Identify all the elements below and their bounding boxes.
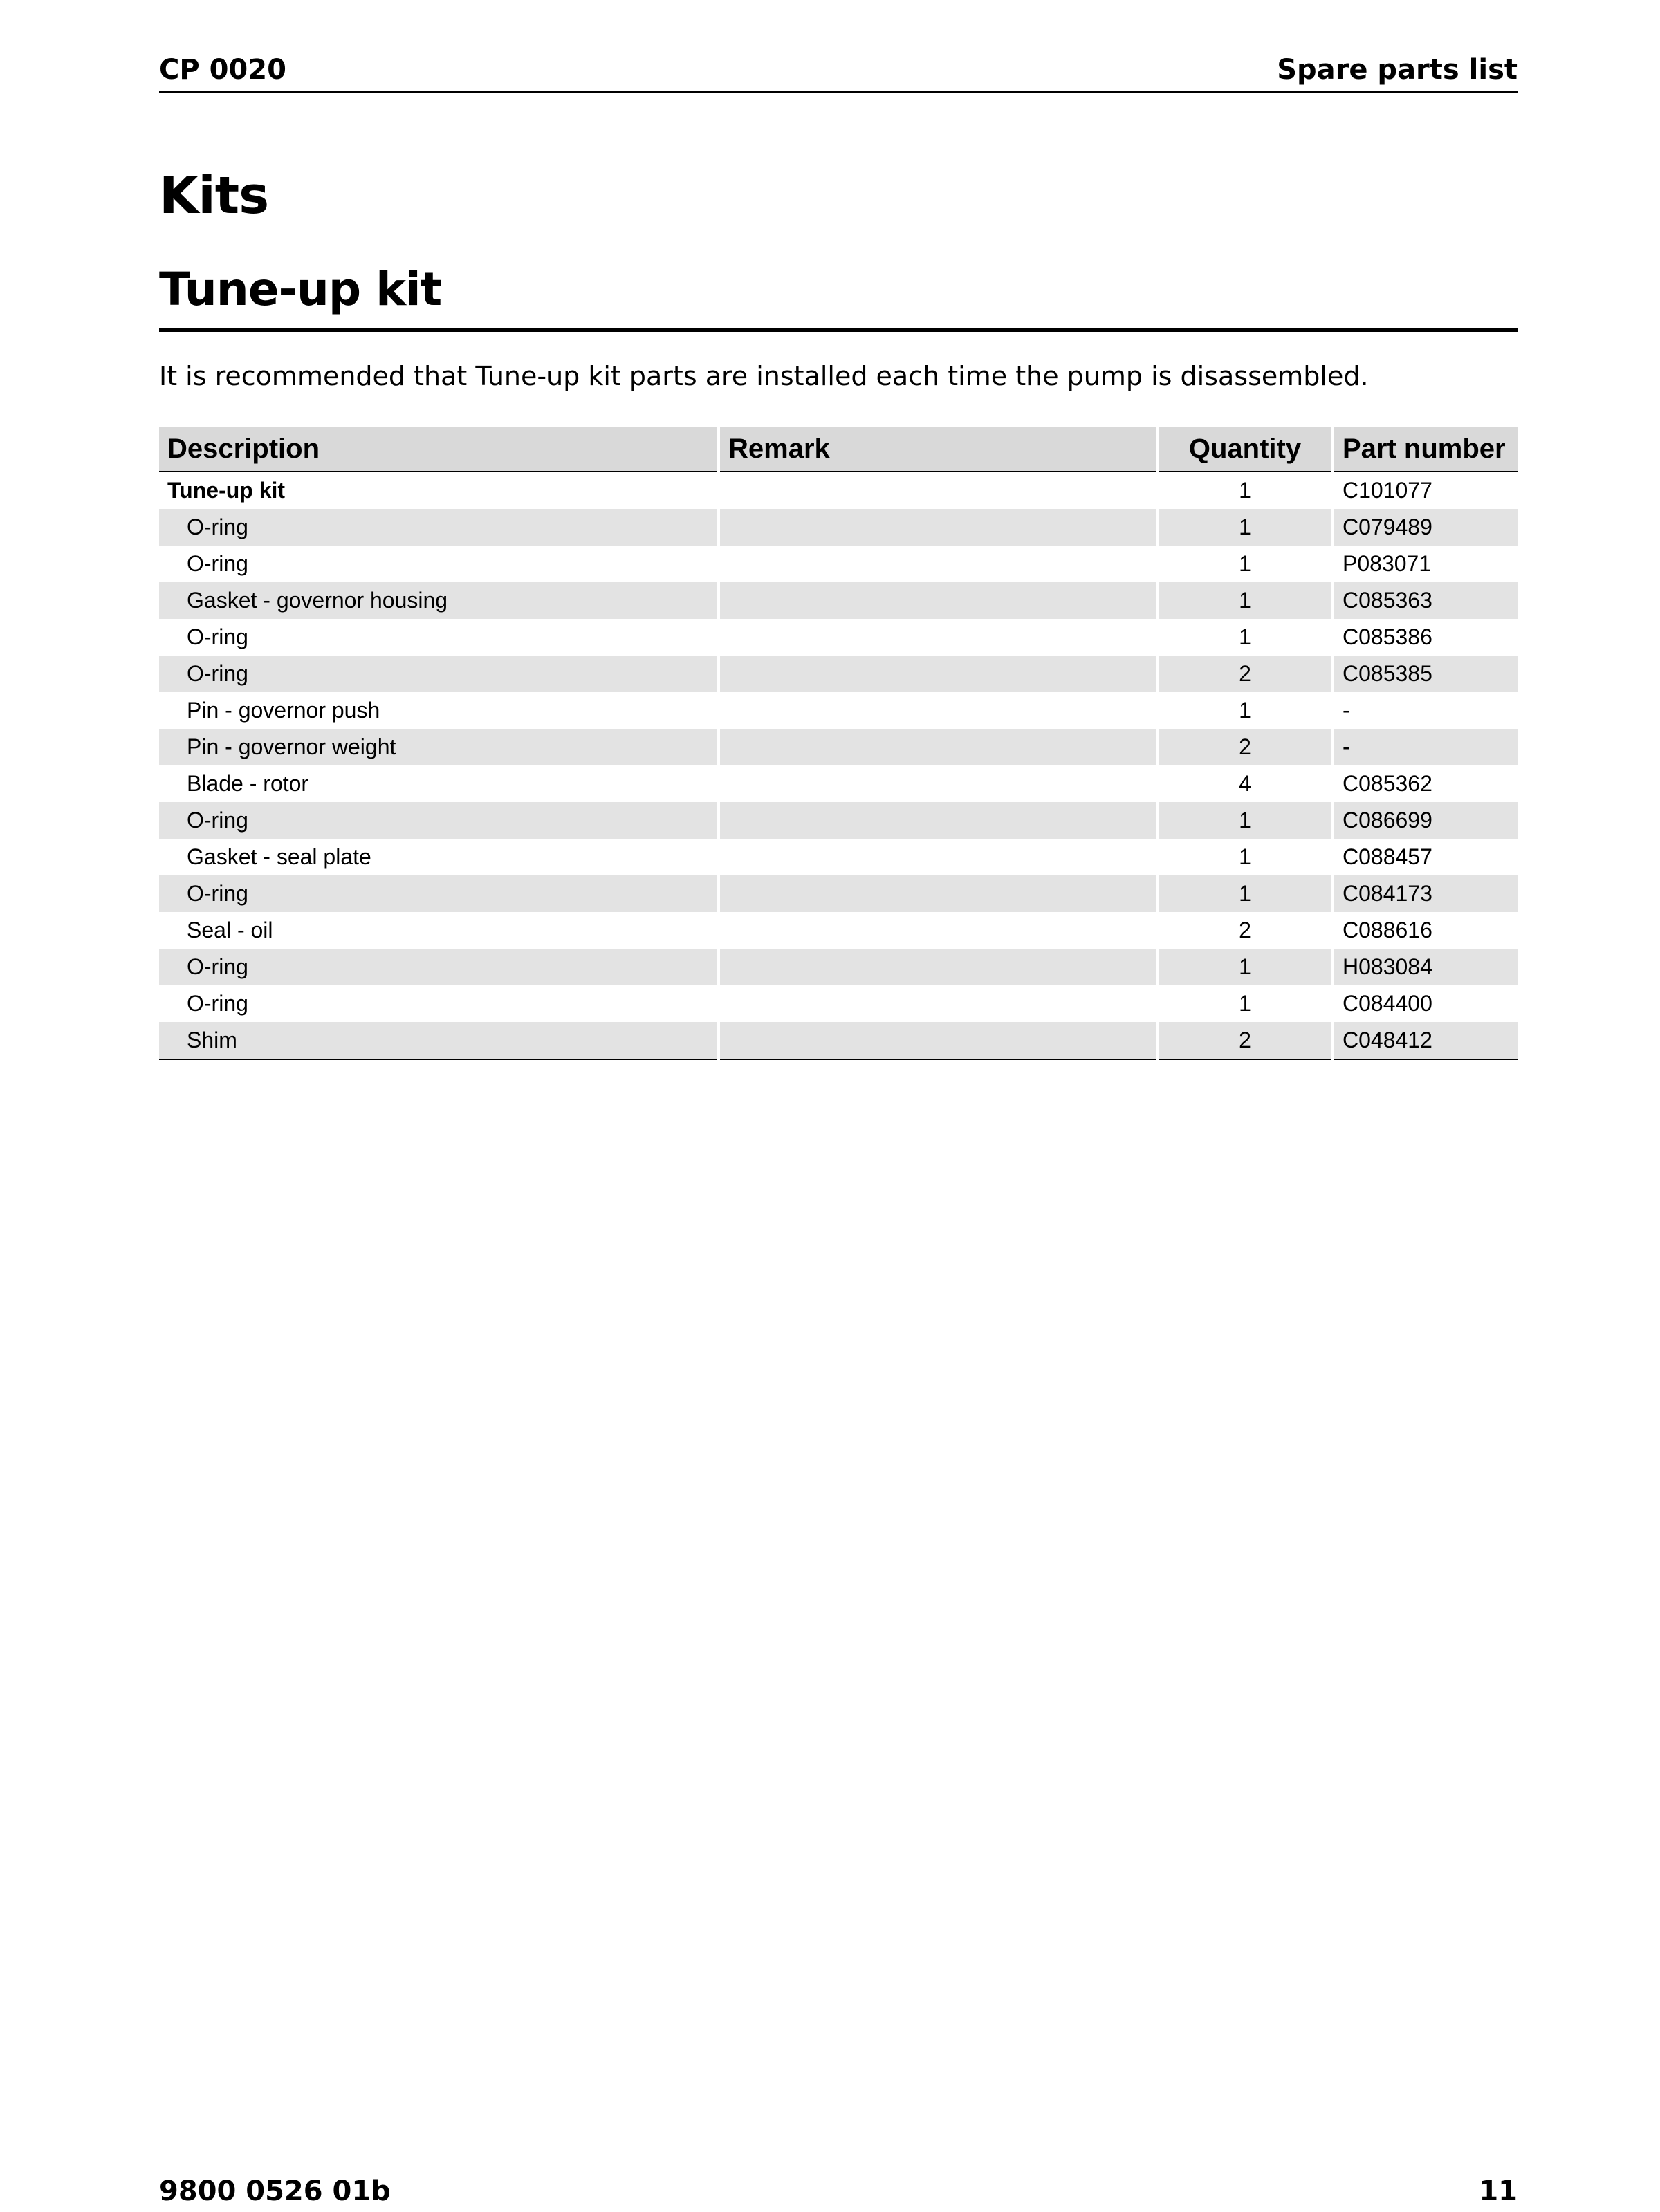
cell-part-number: P083071 [1343,551,1432,576]
section-heading: Tune-up kit [159,263,1518,332]
cell-remark [719,656,1157,692]
table-row [159,729,1518,765]
doc-code: CP 0020 [159,54,286,86]
table-row [159,985,1518,1022]
cell-remark [719,582,1157,619]
cell-part-number: C085386 [1343,624,1432,649]
cell-quantity: 1 [1157,509,1333,546]
table-row [159,1022,1518,1059]
cell-quantity: 1 [1157,692,1333,729]
cell-description: Pin - governor weight [159,729,719,765]
cell-part-number: - [1333,729,1518,765]
cell-remark [719,472,1157,509]
cell-description: Seal - oil [159,912,719,949]
table-row [159,656,1518,692]
table-row [159,765,1518,802]
parts-table-body [159,472,1518,1059]
cell-quantity: 1 [1157,546,1333,582]
cell-part-number: C085385 [1333,656,1518,692]
cell-description: O-ring [159,949,719,985]
cell-remark [719,985,1157,1022]
cell-part-number: C088457 [1343,844,1432,869]
cell-description: Tune-up kit [159,472,719,509]
cell-quantity: 2 [1157,656,1333,692]
table-row [159,912,1518,949]
cell-quantity: 1 [1157,472,1333,509]
cell-description: Gasket - seal plate [159,839,719,875]
cell-remark [719,765,1157,802]
cell-description: O-ring [159,656,719,692]
cell-part-number: C088616 [1343,918,1432,942]
cell-description: Pin - governor push [159,692,719,729]
cell-description: Shim [159,1022,719,1059]
table-row [159,582,1518,619]
table-row [159,619,1518,656]
column-header-description: Description [159,427,719,472]
cell-quantity: 1 [1157,619,1333,656]
cell-quantity: 1 [1157,839,1333,875]
cell-quantity: 2 [1157,1022,1333,1059]
cell-remark [719,546,1157,582]
cell-part-number: H083084 [1333,949,1518,985]
cell-remark [719,509,1157,546]
doc-number: 9800 0526 01b [159,2175,391,2207]
section-title: Spare parts list [1277,54,1518,86]
table-row [159,949,1518,985]
table-row [159,546,1518,582]
cell-part-number: C084173 [1333,875,1518,912]
cell-description: O-ring [159,619,719,656]
page-title: Kits [159,166,269,225]
page-number: 11 [1479,2175,1518,2207]
cell-description: O-ring [159,985,719,1022]
cell-description: O-ring [159,802,719,839]
cell-remark [719,619,1157,656]
table-row [159,839,1518,875]
cell-remark [719,802,1157,839]
cell-remark [719,875,1157,912]
cell-quantity: 2 [1157,912,1333,949]
cell-part-number: C085362 [1343,771,1432,796]
cell-description: Gasket - governor housing [159,582,719,619]
cell-remark [719,1022,1157,1059]
cell-remark [719,839,1157,875]
table-row [159,472,1518,509]
cell-quantity: 2 [1157,729,1333,765]
table-row [159,692,1518,729]
cell-remark [719,692,1157,729]
cell-description: Blade - rotor [159,765,719,802]
cell-description: O-ring [159,509,719,546]
page-header [159,50,1518,93]
column-header-quantity: Quantity [1157,427,1333,472]
cell-quantity: 4 [1157,765,1333,802]
intro-text: It is recommended that Tune-up kit parts are installed each time the pump is disassembled. [159,361,1369,391]
cell-quantity: 1 [1157,985,1333,1022]
table-row [159,875,1518,912]
cell-remark [719,949,1157,985]
cell-part-number: C085363 [1333,582,1518,619]
cell-description: O-ring [159,546,719,582]
cell-part-number: C086699 [1333,802,1518,839]
cell-remark [719,729,1157,765]
column-header-remark: Remark [719,427,1157,472]
cell-quantity: 1 [1157,582,1333,619]
table-row [159,509,1518,546]
table-row [159,802,1518,839]
cell-quantity: 1 [1157,949,1333,985]
cell-part-number: C048412 [1333,1022,1518,1059]
cell-quantity: 1 [1157,875,1333,912]
cell-part-number: C084400 [1343,991,1432,1016]
cell-description: O-ring [159,875,719,912]
table-header-row [159,427,1518,472]
parts-table [159,427,1518,1060]
cell-quantity: 1 [1157,802,1333,839]
cell-part-number: C079489 [1333,509,1518,546]
cell-part-number: C101077 [1343,478,1432,503]
column-header-part-number: Part number [1333,427,1518,472]
cell-part-number: - [1343,698,1350,723]
cell-remark [719,912,1157,949]
